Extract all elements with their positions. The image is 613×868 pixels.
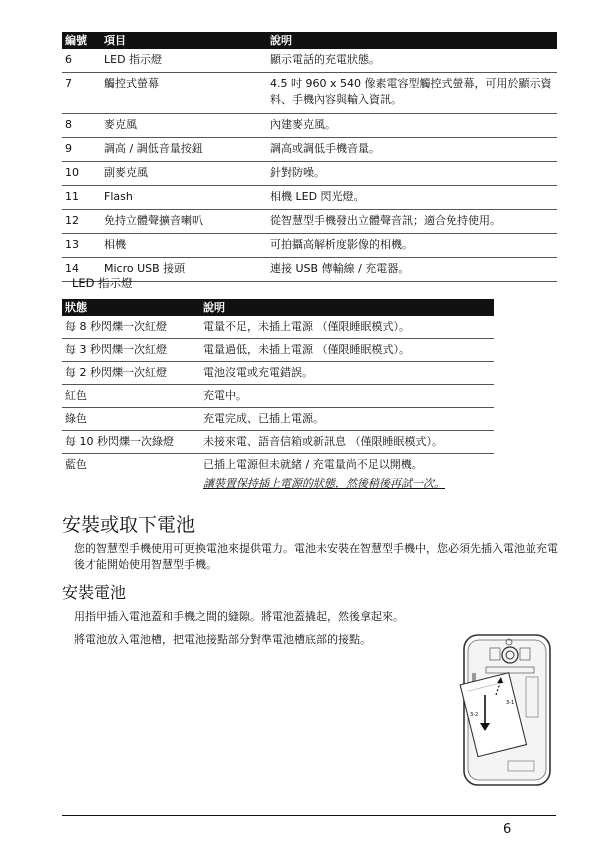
- table-row: [62, 210, 557, 234]
- row-item: 副麥克風: [101, 162, 267, 186]
- row-status: 每 3 秒閃爍一次紅燈: [62, 339, 200, 362]
- step-label-3-1: 3-1: [506, 700, 515, 706]
- row-number: 13: [62, 234, 101, 258]
- row-item: 調高 / 調低音量按鈕: [101, 138, 267, 162]
- row-description: 充電中。: [200, 385, 494, 408]
- row-status: 每 10 秒閃爍一次綠燈: [62, 431, 200, 454]
- row-item: Micro USB 接頭: [101, 258, 267, 282]
- table-row: [62, 73, 557, 114]
- table-row: [62, 258, 557, 282]
- footer-divider: [62, 815, 556, 816]
- row-status: 藍色: [65, 458, 87, 471]
- row-number: 8: [62, 114, 101, 138]
- column-header-number: 編號: [62, 32, 101, 49]
- table-header-row: [62, 32, 557, 49]
- row-number: 10: [62, 162, 101, 186]
- row-description: 從智慧型手機發出立體聲音訊；適合免持使用。: [267, 210, 557, 234]
- row-description: 4.5 吋 960 x 540 像素電容型觸控式螢幕，可用於顯示資料、手機內容與輸入資訊。: [267, 73, 557, 114]
- row-description: 可拍攝高解析度影像的相機。: [267, 234, 557, 258]
- table-row: [62, 186, 557, 210]
- row-number: 14: [62, 258, 101, 282]
- column-header-item: 項目: [101, 32, 267, 49]
- table-row: [62, 431, 494, 454]
- column-header-description: 說明: [267, 32, 557, 49]
- table-row: [62, 408, 494, 431]
- row-status: 每 2 秒閃爍一次紅燈: [62, 362, 200, 385]
- row-item: Flash: [101, 186, 267, 210]
- column-header-status: 狀態: [62, 299, 200, 316]
- led-indicator-caption: LED 指示燈: [72, 276, 133, 290]
- row-description: 顯示電話的充電狀態。: [267, 49, 557, 73]
- row-status: 紅色: [62, 385, 200, 408]
- row-description: 電量過低，未插上電源 （僅限睡眠模式）。: [200, 339, 494, 362]
- table-row: [62, 162, 557, 186]
- parts-table: [62, 32, 557, 282]
- row-description: 針對防噪。: [267, 162, 557, 186]
- row-item: LED 指示燈: [101, 49, 267, 73]
- row-number: 11: [62, 186, 101, 210]
- row-description: 電量不足，未插上電源 （僅限睡眠模式）。: [200, 316, 494, 339]
- row-number: 12: [62, 210, 101, 234]
- row-item: 觸控式螢幕: [101, 73, 267, 114]
- section-title: 安裝或取下電池: [62, 514, 196, 536]
- subsection-title: 安裝電池: [62, 583, 127, 602]
- row-description: 充電完成、已插上電源。: [200, 408, 494, 431]
- section-paragraph: 您的智慧型手機使用可更換電池來提供電力。電池未安裝在智慧型手機中，您必須先插入電池並充電後才能開始使用智慧型手機。: [74, 542, 558, 571]
- row-status: 每 8 秒閃爍一次紅燈: [62, 316, 200, 339]
- table-note: 讓裝置保持插上電源的狀態，然後稍後再試一次。: [203, 477, 445, 490]
- row-number: 9: [62, 138, 101, 162]
- table-row: [62, 138, 557, 162]
- row-description: 連接 USB 傳輸線 / 充電器。: [267, 258, 557, 282]
- led-status-table: [62, 299, 494, 495]
- step-insert-battery: 將電池放入電池槽，把電池接點部分對準電池槽底部的接點。: [74, 633, 371, 646]
- table-row: [62, 114, 557, 138]
- row-description-text: 已插上電源但未就緒 / 充電量尚不足以開機。: [203, 458, 423, 471]
- row-number: 7: [62, 73, 101, 114]
- row-description: 相機 LED 閃光燈。: [267, 186, 557, 210]
- row-description: [200, 454, 494, 496]
- row-number: 6: [62, 49, 101, 73]
- table-row: [62, 385, 494, 408]
- table-header-row: [62, 299, 494, 316]
- step-remove-cover: 用指甲插入電池蓋和手機之間的縫隙。將電池蓋撬起，然後拿起來。: [74, 610, 404, 623]
- row-status: 綠色: [62, 408, 200, 431]
- row-item: 相機: [101, 234, 267, 258]
- table-row: [62, 234, 557, 258]
- row-description: 內建麥克風。: [267, 114, 557, 138]
- row-item: 麥克風: [101, 114, 267, 138]
- table-row: [62, 339, 494, 362]
- row-item: 免持立體聲擴音喇叭: [101, 210, 267, 234]
- page-number: 6: [503, 822, 512, 837]
- row-description: 調高或調低手機音量。: [267, 138, 557, 162]
- row-description: 未接來電、語音信箱或新訊息 （僅限睡眠模式）。: [200, 431, 494, 454]
- battery-install-illustration: [446, 633, 554, 787]
- step-label-3-2: 3-2: [470, 712, 479, 718]
- table-row: [62, 362, 494, 385]
- row-description: 電池沒電或充電錯誤。: [200, 362, 494, 385]
- column-header-description: 說明: [200, 299, 494, 316]
- table-row: [62, 316, 494, 339]
- table-row: [62, 49, 557, 73]
- table-row: [62, 454, 494, 496]
